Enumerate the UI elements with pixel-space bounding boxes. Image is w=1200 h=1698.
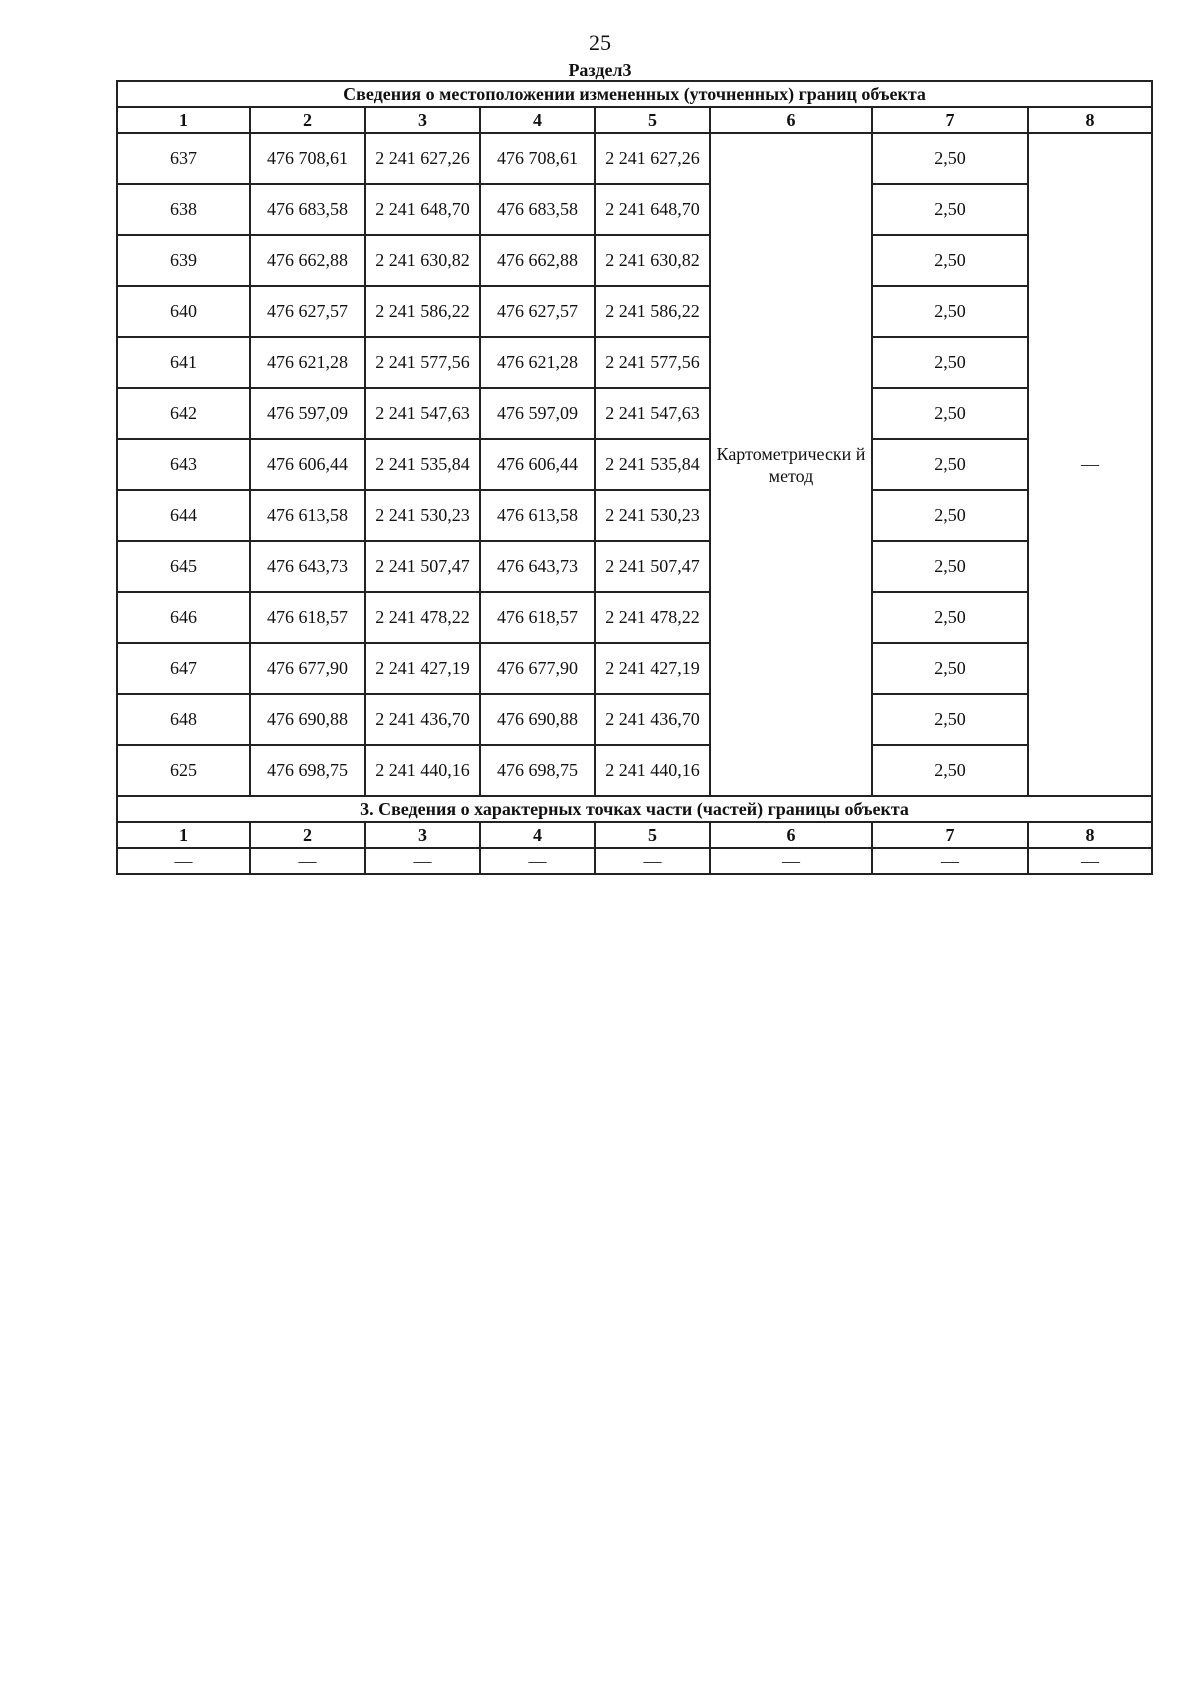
cell-col-2: 476 690,88 — [250, 694, 365, 745]
cell-col-5: 2 241 507,47 — [595, 541, 710, 592]
cell-col-5: 2 241 427,19 — [595, 643, 710, 694]
cell-col-3: 2 241 648,70 — [365, 184, 480, 235]
column-number-row — [117, 107, 1152, 133]
cell-col-7: 2,50 — [872, 133, 1028, 184]
cell-col-1: 638 — [117, 184, 250, 235]
cell-col-2: 476 683,58 — [250, 184, 365, 235]
column-number: 8 — [1028, 107, 1152, 133]
table-caption: Сведения о местоположении измененных (уточненных) границ объекта — [117, 81, 1152, 107]
cell-col-3: 2 241 478,22 — [365, 592, 480, 643]
cell-col-5: — — [595, 848, 710, 874]
cell-col-2: 476 613,58 — [250, 490, 365, 541]
cell-col-2: 476 618,57 — [250, 592, 365, 643]
table-row — [117, 745, 1152, 796]
cell-col-1: 646 — [117, 592, 250, 643]
cell-col-2: 476 621,28 — [250, 337, 365, 388]
cell-col-5: 2 241 648,70 — [595, 184, 710, 235]
cell-col-2: 476 606,44 — [250, 439, 365, 490]
cell-col-7: 2,50 — [872, 337, 1028, 388]
cell-col-1: 644 — [117, 490, 250, 541]
column-number: 6 — [710, 107, 872, 133]
cell-col-7: 2,50 — [872, 388, 1028, 439]
cell-col-7: 2,50 — [872, 235, 1028, 286]
cell-col-4: 476 643,73 — [480, 541, 595, 592]
cell-col-2: 476 677,90 — [250, 643, 365, 694]
cell-col-5: 2 241 577,56 — [595, 337, 710, 388]
cell-col-7: 2,50 — [872, 184, 1028, 235]
cell-col-1: 637 — [117, 133, 250, 184]
cell-col-5: 2 241 440,16 — [595, 745, 710, 796]
cell-col-7: 2,50 — [872, 439, 1028, 490]
column-number: 1 — [117, 107, 250, 133]
cell-col-4: 476 662,88 — [480, 235, 595, 286]
cell-col-3: 2 241 436,70 — [365, 694, 480, 745]
cell-col-7: 2,50 — [872, 286, 1028, 337]
column-number: 8 — [1028, 822, 1152, 848]
cell-col-6: — — [710, 848, 872, 874]
cell-col-4: 476 621,28 — [480, 337, 595, 388]
cell-col-3: 2 241 507,47 — [365, 541, 480, 592]
table-row — [117, 184, 1152, 235]
column-number: 5 — [595, 822, 710, 848]
page-number: 25 — [589, 30, 611, 55]
cell-col-1: 642 — [117, 388, 250, 439]
cell-col-4: 476 698,75 — [480, 745, 595, 796]
cell-col-4: — — [480, 848, 595, 874]
cell-col-3: 2 241 440,16 — [365, 745, 480, 796]
table2-row — [117, 848, 1152, 874]
cell-col-2: 476 662,88 — [250, 235, 365, 286]
cell-col-5: 2 241 530,23 — [595, 490, 710, 541]
cell-col-4: 476 690,88 — [480, 694, 595, 745]
cell-col-7: 2,50 — [872, 592, 1028, 643]
cell-col-1: 640 — [117, 286, 250, 337]
table-row — [117, 592, 1152, 643]
cell-col-8: — — [1028, 133, 1152, 796]
table-row — [117, 133, 1152, 184]
cell-col-2: — — [250, 848, 365, 874]
cell-col-7: — — [872, 848, 1028, 874]
cell-col-2: 476 643,73 — [250, 541, 365, 592]
cell-col-5: 2 241 436,70 — [595, 694, 710, 745]
column-number: 7 — [872, 107, 1028, 133]
cell-col-7: 2,50 — [872, 694, 1028, 745]
cell-col-1: 625 — [117, 745, 250, 796]
cell-col-7: 2,50 — [872, 490, 1028, 541]
column-number: 2 — [250, 107, 365, 133]
cell-col-5: 2 241 547,63 — [595, 388, 710, 439]
cell-col-2: 476 597,09 — [250, 388, 365, 439]
column-number: 3 — [365, 107, 480, 133]
cell-col-4: 476 606,44 — [480, 439, 595, 490]
cell-col-3: 2 241 586,22 — [365, 286, 480, 337]
column-number: 5 — [595, 107, 710, 133]
boundary-table — [116, 80, 1153, 875]
cell-col-5: 2 241 586,22 — [595, 286, 710, 337]
cell-col-4: 476 683,58 — [480, 184, 595, 235]
table-row — [117, 541, 1152, 592]
cell-col-3: 2 241 627,26 — [365, 133, 480, 184]
cell-col-5: 2 241 627,26 — [595, 133, 710, 184]
method-cell: Картометрически й метод — [710, 133, 872, 796]
cell-col-3: — — [365, 848, 480, 874]
table-row — [117, 643, 1152, 694]
cell-col-4: 476 618,57 — [480, 592, 595, 643]
table2-caption: 3. Сведения о характерных точках части (частей) границы объекта — [117, 796, 1152, 822]
cell-col-3: 2 241 530,23 — [365, 490, 480, 541]
cell-col-1: — — [117, 848, 250, 874]
cell-col-4: 476 677,90 — [480, 643, 595, 694]
table-row — [117, 439, 1152, 490]
cell-col-2: 476 708,61 — [250, 133, 365, 184]
cell-col-1: 643 — [117, 439, 250, 490]
cell-col-2: 476 698,75 — [250, 745, 365, 796]
cell-col-5: 2 241 535,84 — [595, 439, 710, 490]
cell-col-3: 2 241 547,63 — [365, 388, 480, 439]
table-row — [117, 337, 1152, 388]
table-row — [117, 388, 1152, 439]
cell-col-4: 476 597,09 — [480, 388, 595, 439]
table-row — [117, 490, 1152, 541]
cell-col-3: 2 241 427,19 — [365, 643, 480, 694]
cell-col-3: 2 241 630,82 — [365, 235, 480, 286]
table-row — [117, 694, 1152, 745]
cell-col-4: 476 627,57 — [480, 286, 595, 337]
cell-col-7: 2,50 — [872, 541, 1028, 592]
column-number: 4 — [480, 822, 595, 848]
cell-col-1: 641 — [117, 337, 250, 388]
cell-col-7: 2,50 — [872, 643, 1028, 694]
table2-column-number-row — [117, 822, 1152, 848]
table-row — [117, 286, 1152, 337]
table-row — [117, 235, 1152, 286]
cell-col-3: 2 241 535,84 — [365, 439, 480, 490]
column-number: 2 — [250, 822, 365, 848]
cell-col-5: 2 241 478,22 — [595, 592, 710, 643]
cell-col-1: 645 — [117, 541, 250, 592]
column-number: 6 — [710, 822, 872, 848]
column-number: 7 — [872, 822, 1028, 848]
cell-col-8: — — [1028, 848, 1152, 874]
column-number: 4 — [480, 107, 595, 133]
cell-col-5: 2 241 630,82 — [595, 235, 710, 286]
column-number: 1 — [117, 822, 250, 848]
cell-col-7: 2,50 — [872, 745, 1028, 796]
cell-col-1: 648 — [117, 694, 250, 745]
cell-col-2: 476 627,57 — [250, 286, 365, 337]
cell-col-1: 639 — [117, 235, 250, 286]
cell-col-4: 476 613,58 — [480, 490, 595, 541]
cell-col-3: 2 241 577,56 — [365, 337, 480, 388]
column-number: 3 — [365, 822, 480, 848]
cell-col-1: 647 — [117, 643, 250, 694]
section-title: Раздел3 — [568, 60, 632, 80]
cell-col-4: 476 708,61 — [480, 133, 595, 184]
